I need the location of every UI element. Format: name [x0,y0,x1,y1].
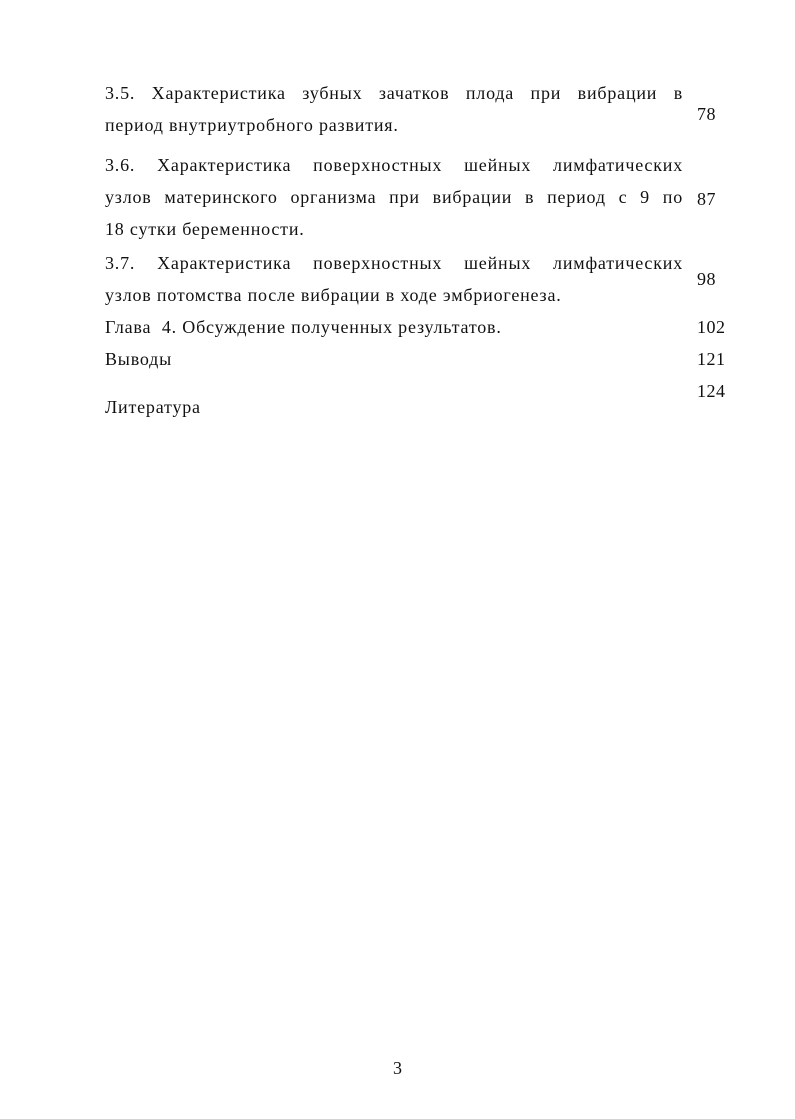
toc-entry-line: 18 сутки беременности. [105,219,305,239]
toc-page-number: 124 [697,381,726,401]
toc-entry-line: узлов потомства после вибрации в ходе эмбриогенеза. [105,285,562,305]
toc-page-number: 87 [697,189,716,209]
toc-entry-line: Глава 4. Обсуждение полученных результатов. [105,317,502,337]
toc-entry-line: 3.6. Характеристика поверхностных шейных лимфатических [105,155,683,175]
toc-entry-3-6 [105,149,683,245]
toc-entry-3-5 [105,77,683,141]
toc-entry-chapter-4 [105,311,683,343]
toc-page-number: 78 [697,104,716,124]
toc-entry-line: Литература [105,397,201,417]
toc-page-number: 98 [697,269,716,289]
toc-entry-line: Выводы [105,349,173,369]
toc-entry-line: период внутриутробного развития. [105,115,399,135]
toc-entry-literature [105,391,683,423]
toc-page-number: 121 [697,349,726,369]
footer-page-number: 3 [393,1058,402,1078]
toc-entry-line: узлов материнского организма при вибрации в период с 9 по [105,187,683,207]
toc-entry-3-7 [105,247,683,311]
toc-entry-line: 3.7. Характеристика поверхностных шейных лимфатических [105,253,683,273]
toc-page-number: 102 [697,317,726,337]
toc-entry-line: 3.5. Характеристика зубных зачатков плода при вибрации в [105,83,683,103]
toc-entry-conclusions [105,343,683,375]
